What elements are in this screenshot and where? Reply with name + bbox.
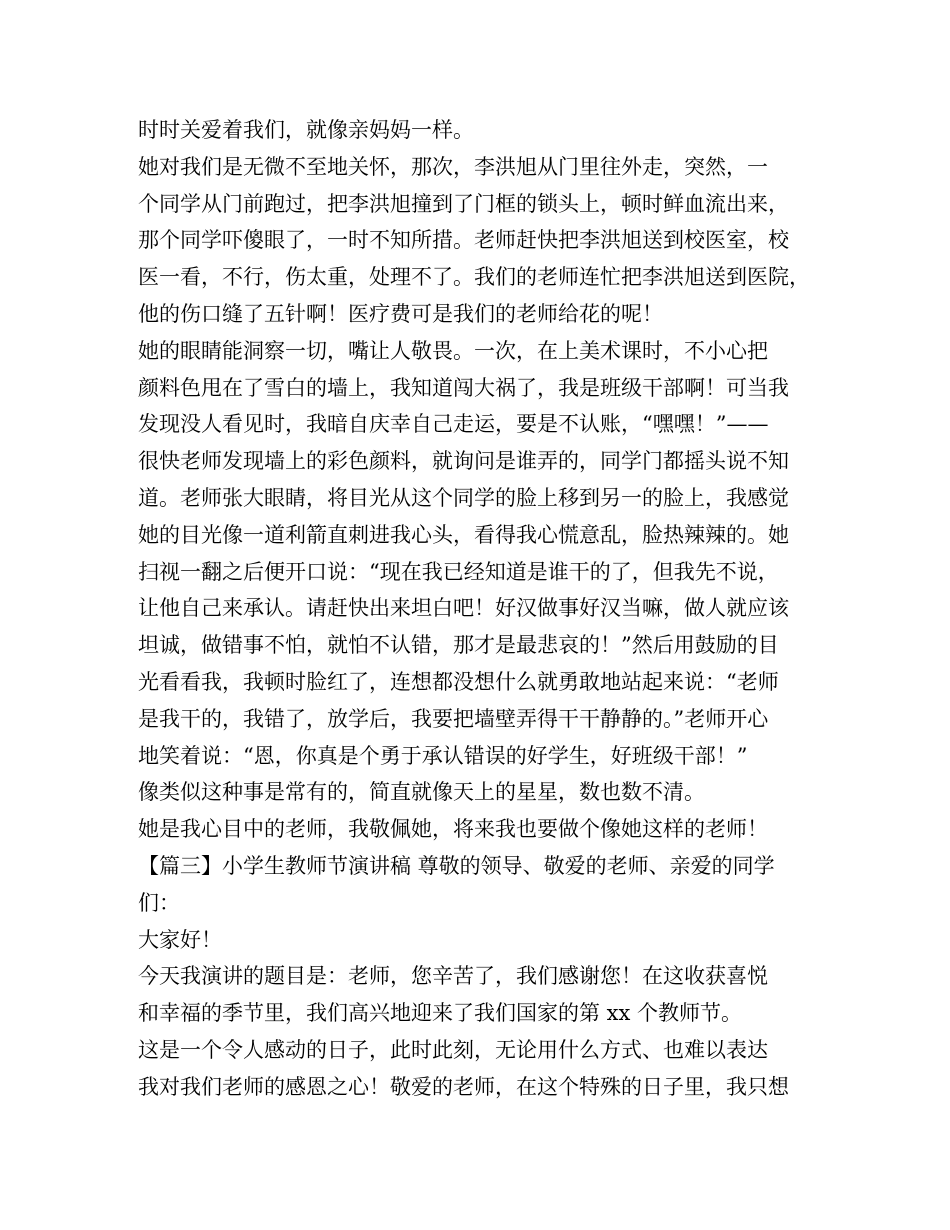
text-line: 今天我演讲的题目是：老师，您辛苦了，我们感谢您！在这收获喜悦 [138, 964, 768, 989]
text-line: 那个同学吓傻眼了，一时不知所措。老师赶快把李洪旭送到校医室，校 [138, 228, 789, 253]
text-line: 们： [138, 890, 180, 915]
text-line: 她对我们是无微不至地关怀，那次，李洪旭从门里往外走，突然，一 [138, 154, 768, 179]
text-line: 医一看，不行，伤太重，处理不了。我们的老师连忙把李洪旭送到医院， [138, 265, 810, 290]
text-line: 她是我心目中的老师，我敬佩她，将来我也要做个像她这样的老师！ [138, 817, 768, 842]
text-line: 发现没人看见时，我暗自庆幸自己走运，要是不认账，“嘿嘿！”—— [138, 412, 769, 437]
text-line: 和幸福的季节里，我们高兴地迎来了我们国家的第 xx 个教师节。 [138, 1001, 743, 1026]
text-line: 地笑着说：“恩，你真是个勇于承认错误的好学生，好班级干部！” [138, 743, 748, 768]
text-line: 这是一个令人感动的日子，此时此刻，无论用什么方式、也难以表达 [138, 1037, 768, 1062]
text-line: 是我干的，我错了，放学后，我要把墙壁弄得干干静静的。”老师开心 [138, 706, 769, 731]
text-line: 扫视一翻之后便开口说：“现在我已经知道是谁干的了，但我先不说， [138, 559, 779, 584]
text-line: 像类似这种事是常有的，简直就像天上的星星，数也数不清。 [138, 780, 705, 805]
text-line: 让他自己来承认。请赶快出来坦白吧！好汉做事好汉当嘛，做人就应该 [138, 596, 789, 621]
text-line: 颜料色甩在了雪白的墙上，我知道闯大祸了，我是班级干部啊！可当我 [138, 375, 789, 400]
text-line: 她的目光像一道利箭直刺进我心头，看得我心慌意乱，脸热辣辣的。她 [138, 522, 789, 547]
document-body [138, 112, 828, 1106]
section-heading-line: 【篇三】小学生教师节演讲稿 尊敬的领导、敬爱的老师、亲爱的同学 [138, 853, 775, 878]
greeting-line: 大家好！ [138, 927, 222, 952]
text-line: 她的眼睛能洞察一切，嘴让人敬畏。一次，在上美术课时，不小心把 [138, 338, 768, 363]
text-line: 个同学从门前跑过，把李洪旭撞到了门框的锁头上，顿时鲜血流出来， [138, 191, 789, 216]
text-line: 道。老师张大眼睛，将目光从这个同学的脸上移到另一的脸上，我感觉 [138, 485, 789, 510]
text-line: 很快老师发现墙上的彩色颜料，就询问是谁弄的，同学门都摇头说不知 [138, 449, 789, 474]
text-line: 光看看我，我顿时脸红了，连想都没想什么就勇敢地站起来说：“老师 [138, 669, 779, 694]
text-line: 我对我们老师的感恩之心！敬爱的老师，在这个特殊的日子里，我只想 [138, 1074, 789, 1099]
text-line: 坦诚，做错事不怕，就怕不认错，那才是最悲哀的！”然后用鼓励的目 [138, 633, 779, 658]
text-line: 时时关爱着我们，就像亲妈妈一样。 [138, 118, 474, 142]
text-line: 他的伤口缝了五针啊！医疗费可是我们的老师给花的呢！ [138, 301, 663, 326]
